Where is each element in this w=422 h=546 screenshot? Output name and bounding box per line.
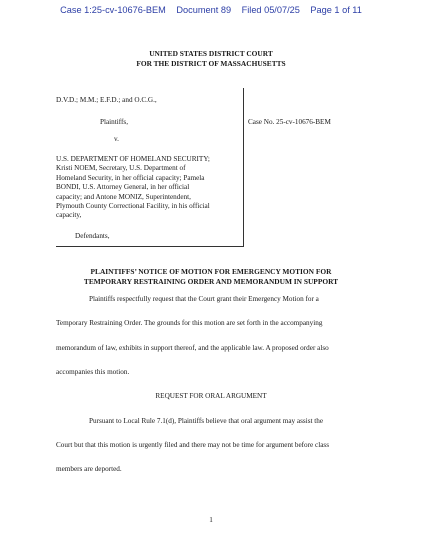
oral-argument-heading: REQUEST FOR ORAL ARGUMENT: [155, 392, 267, 400]
paragraph-line: Temporary Restraining Order. The grounds for this motion are set forth in the accompanying: [56, 319, 323, 327]
paragraph-line: members are deported.: [56, 465, 122, 473]
plaintiffs-label: Plaintiffs,: [100, 118, 129, 126]
motion-title-line1: PLAINTIFFS’ NOTICE OF MOTION FOR EMERGENCY MOTION FOR: [90, 267, 332, 276]
motion-title-line2: TEMPORARY RESTRAINING ORDER AND MEMORANDUM IN SUPPORT: [83, 276, 339, 286]
defendants-line: Plymouth County Correctional Facility, in his official: [56, 202, 210, 210]
plaintiffs-names: D.V.D.; M.M.; E.F.D.; and O.C.G.,: [56, 96, 157, 104]
defendants-line: capacity,: [56, 211, 82, 220]
court-title: [0, 49, 422, 69]
defendants-line: Kristi NOEM, Secretary, U.S. Department of: [56, 164, 186, 173]
paragraph-line: Pursuant to Local Rule 7.1(d), Plaintiffs believe that oral argument may assist the: [89, 417, 324, 425]
motion-title: [0, 267, 422, 286]
header-page-count: Page 1 of 11: [310, 5, 362, 15]
header-case-number: Case 1:25-cv-10676-BEM: [60, 5, 166, 15]
paragraph-line: accompanies this motion.: [56, 368, 130, 376]
paragraph-line: memorandum of law, exhibits in support thereof, and the applicable law. A proposed order also: [56, 344, 329, 352]
defendants-line: BONDI, U.S. Attorney General, in her official: [56, 183, 190, 192]
header-document-number: Document 89: [176, 5, 232, 15]
paragraph-line: Plaintiffs respectfully request that the Court grant their Emergency Motion for a: [89, 295, 319, 303]
defendants-line: capacity; and Antone MONIZ, Superintendent,: [56, 192, 191, 201]
defendants-label: Defendants,: [75, 232, 110, 240]
court-title-line2: FOR THE DISTRICT OF MASSACHUSETTS: [136, 59, 286, 68]
header-filed-date: Filed 05/07/25: [241, 5, 300, 15]
versus-label: v.: [114, 135, 119, 143]
defendants-line: Homeland Security, in her official capacity; Pamela: [56, 173, 205, 182]
ecf-header: [0, 5, 422, 15]
court-title-line1: UNITED STATES DISTRICT COURT: [149, 49, 273, 58]
case-number: Case No. 25-cv-10676-BEM: [248, 118, 331, 126]
defendants-line: U.S. DEPARTMENT OF HOMELAND SECURITY;: [56, 155, 210, 163]
page-number: 1: [209, 516, 213, 524]
paragraph-line: Court but that this motion is urgently filed and there may not be time for argument before class: [56, 441, 329, 449]
